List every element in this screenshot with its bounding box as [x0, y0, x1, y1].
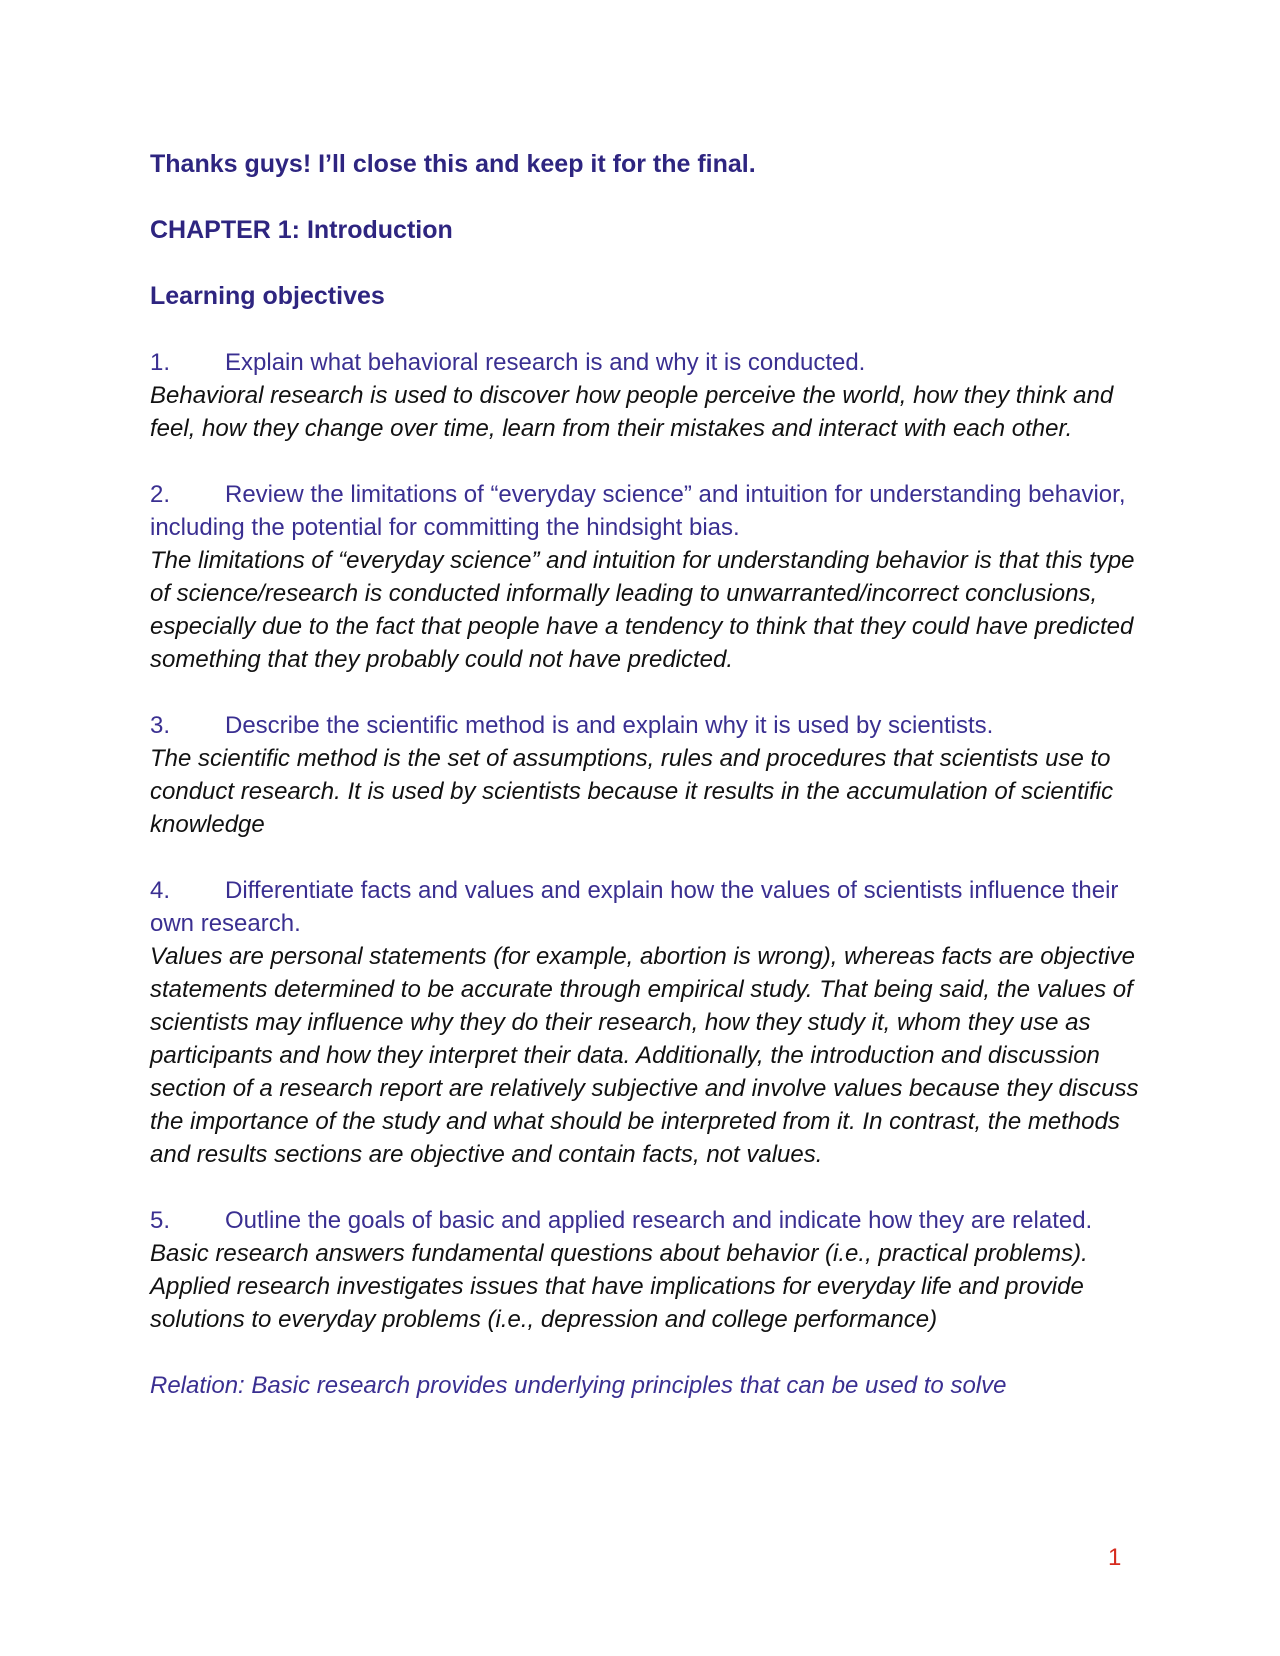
objective-question-text: Outline the goals of basic and applied research and indicate how they are related.	[225, 1207, 1093, 1234]
objective-3	[150, 709, 1140, 841]
objective-question-text: Explain what behavioral research is and why it is conducted.	[225, 349, 866, 376]
section-title: Learning objectives	[150, 282, 385, 310]
objective-number: 1.	[150, 349, 171, 376]
objective-answer: Basic research answers fundamental questions about behavior (i.e., practical problems). Applied research investigates issues that have implications for everyday life and provide solutions to everyday problems (i.e., depression and college performance)	[150, 1240, 1088, 1333]
objective-2	[150, 478, 1140, 676]
objective-answer: The scientific method is the set of assumptions, rules and procedures that scientists use to conduct research. It is used by scientists because it results in the accumulation of scientific knowledge	[150, 745, 1114, 838]
objective-1	[150, 346, 1140, 445]
objective-4	[150, 874, 1140, 1171]
objective-question	[150, 709, 1140, 742]
objective-answer: The limitations of “everyday science” and intuition for understanding behavior is that this type of science/research is conducted informally leading to unwarranted/incorrect conclusions, especially due to the fact that people have a tendency to think that they could have predicted something that they probably could not have predicted.	[150, 547, 1135, 673]
objective-number: 3.	[150, 712, 171, 739]
objective-5	[150, 1204, 1140, 1336]
chapter-title: CHAPTER 1: Introduction	[150, 216, 453, 244]
objective-question	[150, 478, 1140, 544]
objective-question-text: Describe the scientific method is and explain why it is used by scientists.	[225, 712, 994, 739]
objective-number: 4.	[150, 877, 171, 904]
objective-question-text: Review the limitations of “everyday science” and intuition for understanding behavior, including the potential for committing the hindsight bias.	[150, 481, 1126, 541]
objective-number: 5.	[150, 1207, 171, 1234]
objective-question	[150, 1204, 1140, 1237]
objective-question-text: Differentiate facts and values and explain how the values of scientists influence their own research.	[150, 877, 1119, 937]
page-content	[150, 148, 1140, 1402]
objective-number: 2.	[150, 481, 171, 508]
objective-question	[150, 346, 1140, 379]
page-number: 1	[1108, 1544, 1122, 1571]
objective-answer: Values are personal statements (for example, abortion is wrong), whereas facts are objective statements determined to be accurate through empirical study. That being said, the values of scientists may influence why they do their research, how they study it, whom they use as participants and how they interpret their data. Additionally, the introduction and discussion section of a research report are relatively subjective and involve values because they discuss the importance of the study and what should be interpreted from it. In contrast, the methods and results sections are objective and contain facts, not values.	[150, 943, 1139, 1168]
header-note: Thanks guys! I’ll close this and keep it for the final.	[150, 150, 756, 178]
objective-question	[150, 874, 1140, 940]
objective-answer: Behavioral research is used to discover how people perceive the world, how they think and feel, how they change over time, learn from their mistakes and interact with each other.	[150, 382, 1114, 442]
relation-text: Relation: Basic research provides underlying principles that can be used to solve	[150, 1372, 1007, 1399]
